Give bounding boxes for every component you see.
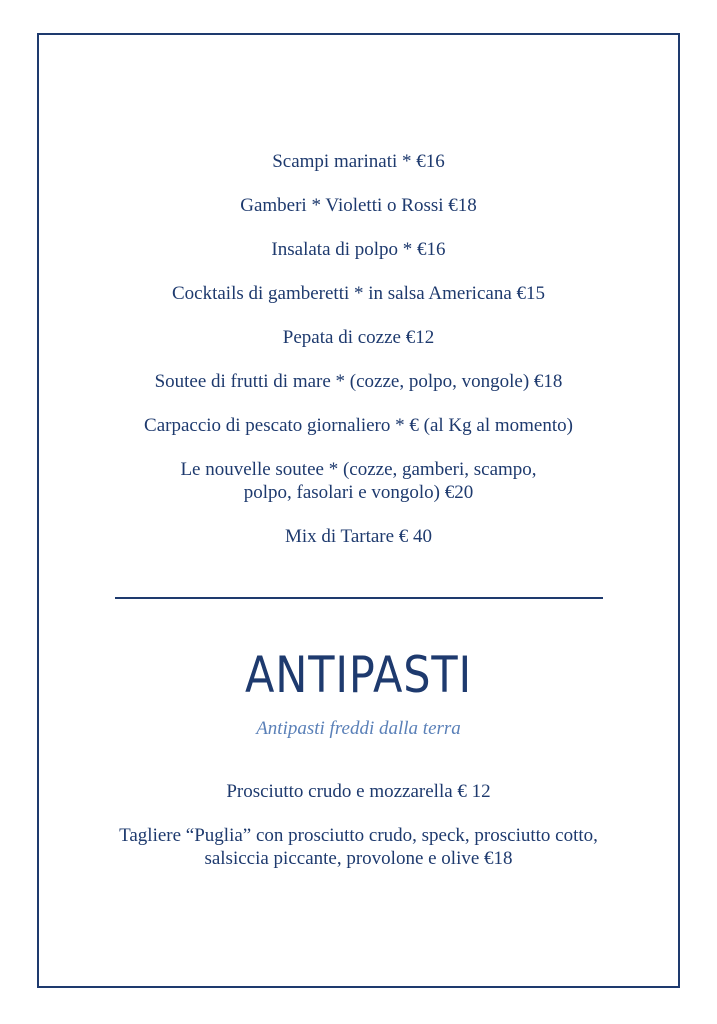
menu-item-carpaccio: Carpaccio di pescato giornaliero * € (al Kg al momento): [144, 415, 573, 436]
seafood-menu-list: [37, 150, 680, 569]
antipasti-menu-list: [37, 780, 680, 891]
menu-item-insalata-di-polpo: Insalata di polpo * €16: [271, 239, 446, 260]
menu-item-pepata-di-cozze: Pepata di cozze €12: [282, 327, 435, 348]
section-subtitle: Antipasti freddi dalla terra: [256, 718, 461, 739]
section-divider: [115, 597, 603, 599]
section-title-antipasti: ANTIPASTI: [244, 646, 473, 704]
menu-item-soutee-frutti-di-mare: Soutee di frutti di mare * (cozze, polpo, vongole) €18: [154, 371, 563, 392]
menu-item-tagliere-puglia: Tagliere “Puglia” con prosciutto crudo, speck, prosciutto cotto, salsiccia piccante, provolone e olive €18: [119, 825, 598, 869]
menu-item-prosciutto-mozzarella: Prosciutto crudo e mozzarella € 12: [226, 781, 491, 802]
menu-item-nouvelle-soutee: Le nouvelle soutee * (cozze, gamberi, scampo, polpo, fasolari e vongolo) €20: [180, 459, 537, 503]
menu-item-gamberi: Gamberi * Violetti o Rossi €18: [240, 195, 477, 216]
menu-item-scampi-marinati: Scampi marinati * €16: [272, 151, 445, 172]
menu-item-mix-di-tartare: Mix di Tartare € 40: [284, 526, 433, 547]
menu-item-cocktails-di-gamberetti: Cocktails di gamberetti * in salsa Americana €15: [171, 283, 546, 304]
